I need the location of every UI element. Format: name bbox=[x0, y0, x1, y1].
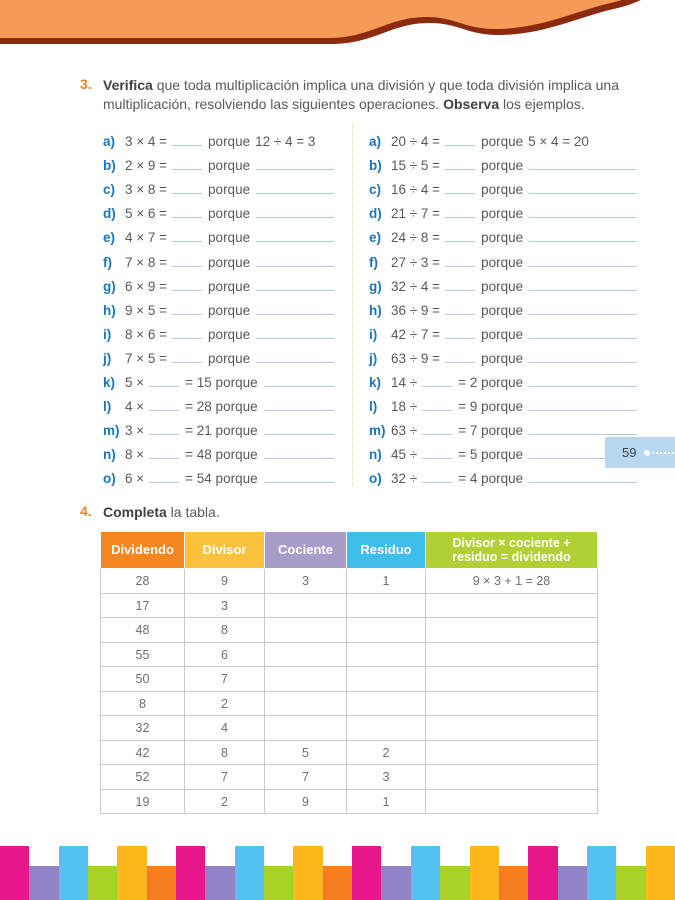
exercise-item bbox=[103, 125, 352, 149]
item-connector: porque bbox=[481, 182, 524, 198]
answer-blank-short[interactable] bbox=[445, 314, 475, 315]
exercise-3-instructions bbox=[103, 76, 635, 114]
instruction-keyword: Verifica bbox=[103, 77, 153, 93]
item-connector: = 5 porque bbox=[458, 447, 524, 463]
answer-blank-long[interactable] bbox=[529, 386, 637, 387]
decoration-bar bbox=[59, 846, 88, 900]
answer-blank-short[interactable] bbox=[172, 145, 202, 146]
item-letter: e) bbox=[369, 230, 382, 246]
answer-blank-short[interactable] bbox=[445, 217, 475, 218]
answer-blank-short[interactable] bbox=[445, 145, 475, 146]
table-header-cell: Cociente bbox=[265, 532, 347, 569]
answer-blank-long[interactable] bbox=[529, 338, 637, 339]
decoration-bar bbox=[205, 866, 234, 900]
exercise-item bbox=[369, 197, 637, 221]
answer-blank-short[interactable] bbox=[149, 386, 179, 387]
answer-blank-short[interactable] bbox=[445, 362, 475, 363]
answer-blank-short[interactable] bbox=[422, 386, 452, 387]
table-cell: 3 bbox=[185, 593, 265, 618]
instruction-text: la tabla. bbox=[166, 504, 220, 521]
table-cell-empty[interactable] bbox=[426, 667, 598, 692]
answer-blank-long[interactable] bbox=[256, 314, 334, 315]
item-connector: porque bbox=[481, 206, 524, 222]
answer-blank-short[interactable] bbox=[172, 338, 202, 339]
item-expression: 24 ÷ 8 = bbox=[391, 230, 441, 246]
item-expression: 5 × 6 = bbox=[125, 206, 168, 222]
table-cell-empty[interactable] bbox=[347, 642, 426, 667]
answer-blank-long[interactable] bbox=[529, 410, 637, 411]
item-expression: 20 ÷ 4 = bbox=[391, 134, 441, 150]
exercise-item bbox=[369, 221, 637, 245]
table-row bbox=[101, 618, 598, 643]
item-connector: = 9 porque bbox=[458, 399, 524, 415]
item-expression: 5 × bbox=[125, 375, 145, 391]
table-cell: 1 bbox=[347, 789, 426, 814]
item-example-answer: 12 ÷ 4 = 3 bbox=[255, 134, 316, 150]
table-cell-empty[interactable] bbox=[426, 765, 598, 790]
item-expression: 32 ÷ bbox=[391, 471, 418, 487]
item-connector: porque bbox=[208, 278, 251, 294]
item-letter: d) bbox=[369, 206, 382, 222]
table-cell: 3 bbox=[265, 569, 347, 594]
page-content bbox=[0, 50, 675, 814]
exercise-column-left bbox=[103, 123, 352, 486]
item-expression: 8 × 6 = bbox=[125, 326, 168, 342]
bottom-border-decoration bbox=[0, 846, 675, 900]
table-cell: 52 bbox=[101, 765, 185, 790]
answer-blank-short[interactable] bbox=[172, 290, 202, 291]
table-cell: 17 bbox=[101, 593, 185, 618]
exercise-item bbox=[369, 414, 637, 438]
item-letter: m) bbox=[369, 423, 386, 439]
item-letter: n) bbox=[369, 447, 382, 463]
item-connector: = 48 porque bbox=[185, 447, 258, 463]
exercise-item bbox=[103, 342, 352, 366]
wave-fill-shape bbox=[0, 0, 651, 38]
item-connector: porque bbox=[481, 350, 524, 366]
answer-blank-short[interactable] bbox=[149, 458, 179, 459]
answer-blank-long[interactable] bbox=[256, 193, 334, 194]
item-letter: f) bbox=[103, 254, 112, 270]
table-cell-empty[interactable] bbox=[265, 716, 347, 741]
answer-blank-short[interactable] bbox=[422, 434, 452, 435]
item-expression: 7 × 8 = bbox=[125, 254, 168, 270]
item-letter: h) bbox=[369, 302, 382, 318]
answer-blank-long[interactable] bbox=[529, 193, 637, 194]
exercise-item bbox=[103, 366, 352, 390]
item-connector: porque bbox=[208, 326, 251, 342]
table-cell: 8 bbox=[185, 618, 265, 643]
answer-blank-long[interactable] bbox=[529, 434, 637, 435]
table-cell-empty[interactable] bbox=[347, 691, 426, 716]
item-connector: = 2 porque bbox=[458, 375, 524, 391]
table-row bbox=[101, 691, 598, 716]
table-cell: 2 bbox=[185, 691, 265, 716]
exercise-item bbox=[103, 197, 352, 221]
decoration-bar bbox=[558, 866, 587, 900]
answer-blank-short[interactable] bbox=[149, 482, 179, 483]
decoration-bar bbox=[235, 846, 264, 900]
item-expression: 18 ÷ bbox=[391, 399, 418, 415]
exercise-item bbox=[103, 462, 352, 486]
exercise-item bbox=[369, 245, 637, 269]
item-letter: h) bbox=[103, 302, 116, 318]
table-cell: 50 bbox=[101, 667, 185, 692]
item-expression: 15 ÷ 5 = bbox=[391, 158, 441, 174]
item-expression: 3 × 4 = bbox=[125, 134, 168, 150]
exercise-column-right bbox=[352, 123, 637, 486]
item-letter: l) bbox=[369, 399, 378, 415]
exercise-item bbox=[103, 173, 352, 197]
item-connector: = 21 porque bbox=[185, 423, 258, 439]
answer-blank-short[interactable] bbox=[445, 290, 475, 291]
table-cell-empty[interactable] bbox=[347, 716, 426, 741]
badge-dot-icon bbox=[644, 450, 650, 456]
table-cell: 8 bbox=[101, 691, 185, 716]
answer-blank-long[interactable] bbox=[264, 410, 334, 411]
answer-blank-short[interactable] bbox=[149, 410, 179, 411]
table-cell-empty[interactable] bbox=[347, 618, 426, 643]
table-cell: 5 bbox=[265, 740, 347, 765]
table-row bbox=[101, 569, 598, 594]
item-expression: 45 ÷ bbox=[391, 447, 418, 463]
answer-blank-long[interactable] bbox=[529, 241, 637, 242]
answer-blank-long[interactable] bbox=[256, 266, 334, 267]
answer-blank-long[interactable] bbox=[529, 266, 637, 267]
item-expression: 8 × bbox=[125, 447, 145, 463]
exercise-item bbox=[103, 438, 352, 462]
table-cell: 3 bbox=[347, 765, 426, 790]
decoration-bar bbox=[293, 846, 322, 900]
item-letter: c) bbox=[369, 182, 382, 198]
answer-blank-long[interactable] bbox=[529, 314, 637, 315]
item-letter: j) bbox=[103, 350, 112, 366]
decoration-bar bbox=[587, 846, 616, 900]
table-cell: 4 bbox=[185, 716, 265, 741]
answer-blank-long[interactable] bbox=[256, 290, 334, 291]
table-cell: 48 bbox=[101, 618, 185, 643]
answer-blank-long[interactable] bbox=[264, 386, 334, 387]
answer-blank-short[interactable] bbox=[422, 458, 452, 459]
answer-blank-long[interactable] bbox=[529, 169, 637, 170]
instruction-keyword: Completa bbox=[103, 504, 167, 521]
exercise-3-columns bbox=[103, 123, 637, 486]
item-connector: porque bbox=[208, 158, 251, 174]
item-letter: k) bbox=[369, 375, 382, 391]
table-cell: 7 bbox=[185, 667, 265, 692]
exercise-item bbox=[369, 270, 637, 294]
decoration-bar bbox=[411, 846, 440, 900]
exercise-item bbox=[103, 390, 352, 414]
item-connector: porque bbox=[208, 254, 251, 270]
item-connector: porque bbox=[208, 182, 251, 198]
exercise-item bbox=[369, 149, 637, 173]
table-cell: 9 × 3 + 1 = 28 bbox=[426, 569, 598, 594]
answer-blank-short[interactable] bbox=[172, 314, 202, 315]
answer-blank-long[interactable] bbox=[264, 458, 334, 459]
item-connector: porque bbox=[208, 350, 251, 366]
item-letter: d) bbox=[103, 206, 116, 222]
instruction-keyword: Observa bbox=[443, 96, 500, 112]
table-header-cell: Divisor bbox=[185, 532, 265, 569]
item-expression: 14 ÷ bbox=[391, 375, 418, 391]
item-connector: = 54 porque bbox=[185, 471, 258, 487]
item-expression: 6 × bbox=[125, 471, 145, 487]
table-cell: 8 bbox=[185, 740, 265, 765]
decoration-bar bbox=[264, 866, 293, 900]
item-connector: porque bbox=[208, 230, 251, 246]
item-letter: e) bbox=[103, 230, 116, 246]
exercise-3 bbox=[80, 76, 637, 486]
table-cell-empty[interactable] bbox=[426, 642, 598, 667]
answer-blank-short[interactable] bbox=[149, 434, 179, 435]
exercise-item bbox=[103, 149, 352, 173]
table-cell: 7 bbox=[265, 765, 347, 790]
item-expression: 63 ÷ bbox=[391, 423, 418, 439]
decoration-bar bbox=[381, 866, 410, 900]
division-table-header-row bbox=[101, 532, 598, 569]
answer-blank-long[interactable] bbox=[256, 217, 334, 218]
item-expression: 7 × 5 = bbox=[125, 350, 168, 366]
decoration-bar bbox=[88, 866, 117, 900]
table-cell-empty[interactable] bbox=[265, 691, 347, 716]
decoration-bar bbox=[323, 866, 352, 900]
item-connector: porque bbox=[208, 302, 251, 318]
item-letter: a) bbox=[369, 134, 382, 150]
table-cell-empty[interactable] bbox=[426, 691, 598, 716]
decoration-bar bbox=[0, 846, 29, 900]
exercise-3-heading bbox=[80, 76, 637, 114]
item-letter: b) bbox=[103, 158, 116, 174]
table-cell: 1 bbox=[347, 569, 426, 594]
item-letter: o) bbox=[369, 471, 382, 487]
decoration-bar bbox=[470, 846, 499, 900]
division-table bbox=[100, 531, 598, 814]
page-number-badge bbox=[605, 437, 675, 468]
exercise-item bbox=[369, 462, 637, 486]
answer-blank-short[interactable] bbox=[445, 338, 475, 339]
item-expression: 21 ÷ 7 = bbox=[391, 206, 441, 222]
exercise-3-number: 3. bbox=[80, 76, 92, 92]
exercise-item bbox=[369, 173, 637, 197]
item-expression: 3 × bbox=[125, 423, 145, 439]
table-row bbox=[101, 667, 598, 692]
exercise-item bbox=[369, 342, 637, 366]
item-connector: = 15 porque bbox=[185, 375, 258, 391]
exercise-item bbox=[369, 125, 637, 149]
item-connector: porque bbox=[481, 230, 524, 246]
table-cell-empty[interactable] bbox=[347, 667, 426, 692]
table-cell-empty[interactable] bbox=[426, 618, 598, 643]
instruction-text: que toda multiplicación implica una división y que toda división implica una multiplicación, resolviendo las siguientes operaciones. bbox=[103, 77, 619, 112]
item-expression: 63 ÷ 9 = bbox=[391, 350, 441, 366]
answer-blank-short[interactable] bbox=[172, 241, 202, 242]
answer-blank-long[interactable] bbox=[256, 241, 334, 242]
exercise-4-number: 4. bbox=[80, 503, 92, 520]
table-cell-empty[interactable] bbox=[426, 789, 598, 814]
item-expression: 3 × 8 = bbox=[125, 182, 168, 198]
item-example-answer: 5 × 4 = 20 bbox=[528, 134, 589, 150]
table-cell-empty[interactable] bbox=[265, 593, 347, 618]
table-row bbox=[101, 716, 598, 741]
table-row bbox=[101, 740, 598, 765]
table-cell-empty[interactable] bbox=[265, 618, 347, 643]
item-letter: g) bbox=[369, 278, 382, 294]
decoration-bar bbox=[117, 846, 146, 900]
item-letter: f) bbox=[369, 254, 378, 270]
instruction-text: los ejemplos. bbox=[499, 96, 585, 112]
exercise-item bbox=[103, 221, 352, 245]
item-letter: o) bbox=[103, 471, 116, 487]
table-cell-empty[interactable] bbox=[265, 667, 347, 692]
table-row bbox=[101, 789, 598, 814]
exercise-4-instructions bbox=[103, 503, 635, 522]
exercise-item bbox=[369, 318, 637, 342]
table-row bbox=[101, 642, 598, 667]
item-letter: k) bbox=[103, 375, 116, 391]
decoration-bar bbox=[147, 866, 176, 900]
answer-blank-long[interactable] bbox=[529, 290, 637, 291]
decoration-bar bbox=[528, 846, 557, 900]
badge-dotted-line bbox=[652, 452, 674, 454]
item-expression: 27 ÷ 3 = bbox=[391, 254, 441, 270]
exercise-item bbox=[103, 318, 352, 342]
item-connector: = 7 porque bbox=[458, 423, 524, 439]
answer-blank-long[interactable] bbox=[256, 362, 334, 363]
item-connector: = 28 porque bbox=[185, 399, 258, 415]
answer-blank-long[interactable] bbox=[256, 169, 334, 170]
table-header-cell: Divisor × cociente + residuo = dividendo bbox=[426, 532, 598, 569]
item-letter: g) bbox=[103, 278, 116, 294]
exercise-item bbox=[369, 390, 637, 414]
table-cell: 7 bbox=[185, 765, 265, 790]
answer-blank-short[interactable] bbox=[172, 169, 202, 170]
table-cell: 2 bbox=[185, 789, 265, 814]
answer-blank-short[interactable] bbox=[445, 241, 475, 242]
item-connector: porque bbox=[481, 278, 524, 294]
item-letter: m) bbox=[103, 423, 120, 439]
item-letter: n) bbox=[103, 447, 116, 463]
item-letter: l) bbox=[103, 399, 112, 415]
table-cell-empty[interactable] bbox=[426, 593, 598, 618]
item-connector: porque bbox=[481, 326, 524, 342]
table-row bbox=[101, 765, 598, 790]
item-expression: 36 ÷ 9 = bbox=[391, 302, 441, 318]
table-row bbox=[101, 593, 598, 618]
exercise-item bbox=[369, 438, 637, 462]
item-expression: 9 × 5 = bbox=[125, 302, 168, 318]
table-cell: 42 bbox=[101, 740, 185, 765]
table-cell: 9 bbox=[265, 789, 347, 814]
decoration-bar bbox=[646, 846, 675, 900]
answer-blank-short[interactable] bbox=[172, 362, 202, 363]
table-cell: 55 bbox=[101, 642, 185, 667]
answer-blank-long[interactable] bbox=[529, 482, 637, 483]
top-wave-decoration bbox=[0, 0, 675, 50]
answer-blank-long[interactable] bbox=[264, 482, 334, 483]
item-connector: = 4 porque bbox=[458, 471, 524, 487]
exercise-item bbox=[103, 294, 352, 318]
table-header-cell: Dividendo bbox=[101, 532, 185, 569]
item-connector: porque bbox=[208, 206, 251, 222]
answer-blank-short[interactable] bbox=[172, 266, 202, 267]
table-cell-empty[interactable] bbox=[426, 740, 598, 765]
item-connector: porque bbox=[481, 254, 524, 270]
item-letter: c) bbox=[103, 182, 116, 198]
item-connector: porque bbox=[208, 134, 251, 150]
exercise-item bbox=[369, 294, 637, 318]
decoration-bar bbox=[176, 846, 205, 900]
decoration-bar bbox=[499, 866, 528, 900]
table-cell: 19 bbox=[101, 789, 185, 814]
exercise-4-heading bbox=[80, 503, 637, 522]
table-cell: 2 bbox=[347, 740, 426, 765]
answer-blank-long[interactable] bbox=[264, 434, 334, 435]
table-cell: 6 bbox=[185, 642, 265, 667]
answer-blank-short[interactable] bbox=[422, 410, 452, 411]
exercise-4 bbox=[80, 503, 637, 814]
table-cell-empty[interactable] bbox=[426, 716, 598, 741]
exercise-item bbox=[103, 414, 352, 438]
item-letter: i) bbox=[103, 326, 112, 342]
item-connector: porque bbox=[481, 134, 524, 150]
answer-blank-long[interactable] bbox=[529, 362, 637, 363]
answer-blank-long[interactable] bbox=[256, 338, 334, 339]
item-expression: 16 ÷ 4 = bbox=[391, 182, 441, 198]
exercise-item bbox=[103, 270, 352, 294]
answer-blank-long[interactable] bbox=[529, 217, 637, 218]
answer-blank-short[interactable] bbox=[172, 193, 202, 194]
item-letter: j) bbox=[369, 350, 378, 366]
item-connector: porque bbox=[481, 158, 524, 174]
table-header-cell: Residuo bbox=[347, 532, 426, 569]
table-cell-empty[interactable] bbox=[347, 593, 426, 618]
item-expression: 2 × 9 = bbox=[125, 158, 168, 174]
item-expression: 4 × 7 = bbox=[125, 230, 168, 246]
exercise-item bbox=[103, 245, 352, 269]
item-letter: a) bbox=[103, 134, 116, 150]
table-cell-empty[interactable] bbox=[265, 642, 347, 667]
item-letter: i) bbox=[369, 326, 378, 342]
answer-blank-short[interactable] bbox=[422, 482, 452, 483]
item-connector: porque bbox=[481, 302, 524, 318]
answer-blank-short[interactable] bbox=[172, 217, 202, 218]
item-letter: b) bbox=[369, 158, 382, 174]
page-number: 59 bbox=[622, 445, 637, 460]
item-expression: 32 ÷ 4 = bbox=[391, 278, 441, 294]
item-expression: 6 × 9 = bbox=[125, 278, 168, 294]
answer-blank-short[interactable] bbox=[445, 266, 475, 267]
decoration-bar bbox=[616, 866, 645, 900]
decoration-bar bbox=[440, 866, 469, 900]
decoration-bar bbox=[352, 846, 381, 900]
exercise-item bbox=[369, 366, 637, 390]
table-cell: 32 bbox=[101, 716, 185, 741]
table-cell: 28 bbox=[101, 569, 185, 594]
item-expression: 42 ÷ 7 = bbox=[391, 326, 441, 342]
decoration-bar bbox=[29, 866, 58, 900]
item-expression: 4 × bbox=[125, 399, 145, 415]
answer-blank-short[interactable] bbox=[445, 169, 475, 170]
table-cell: 9 bbox=[185, 569, 265, 594]
answer-blank-short[interactable] bbox=[445, 193, 475, 194]
